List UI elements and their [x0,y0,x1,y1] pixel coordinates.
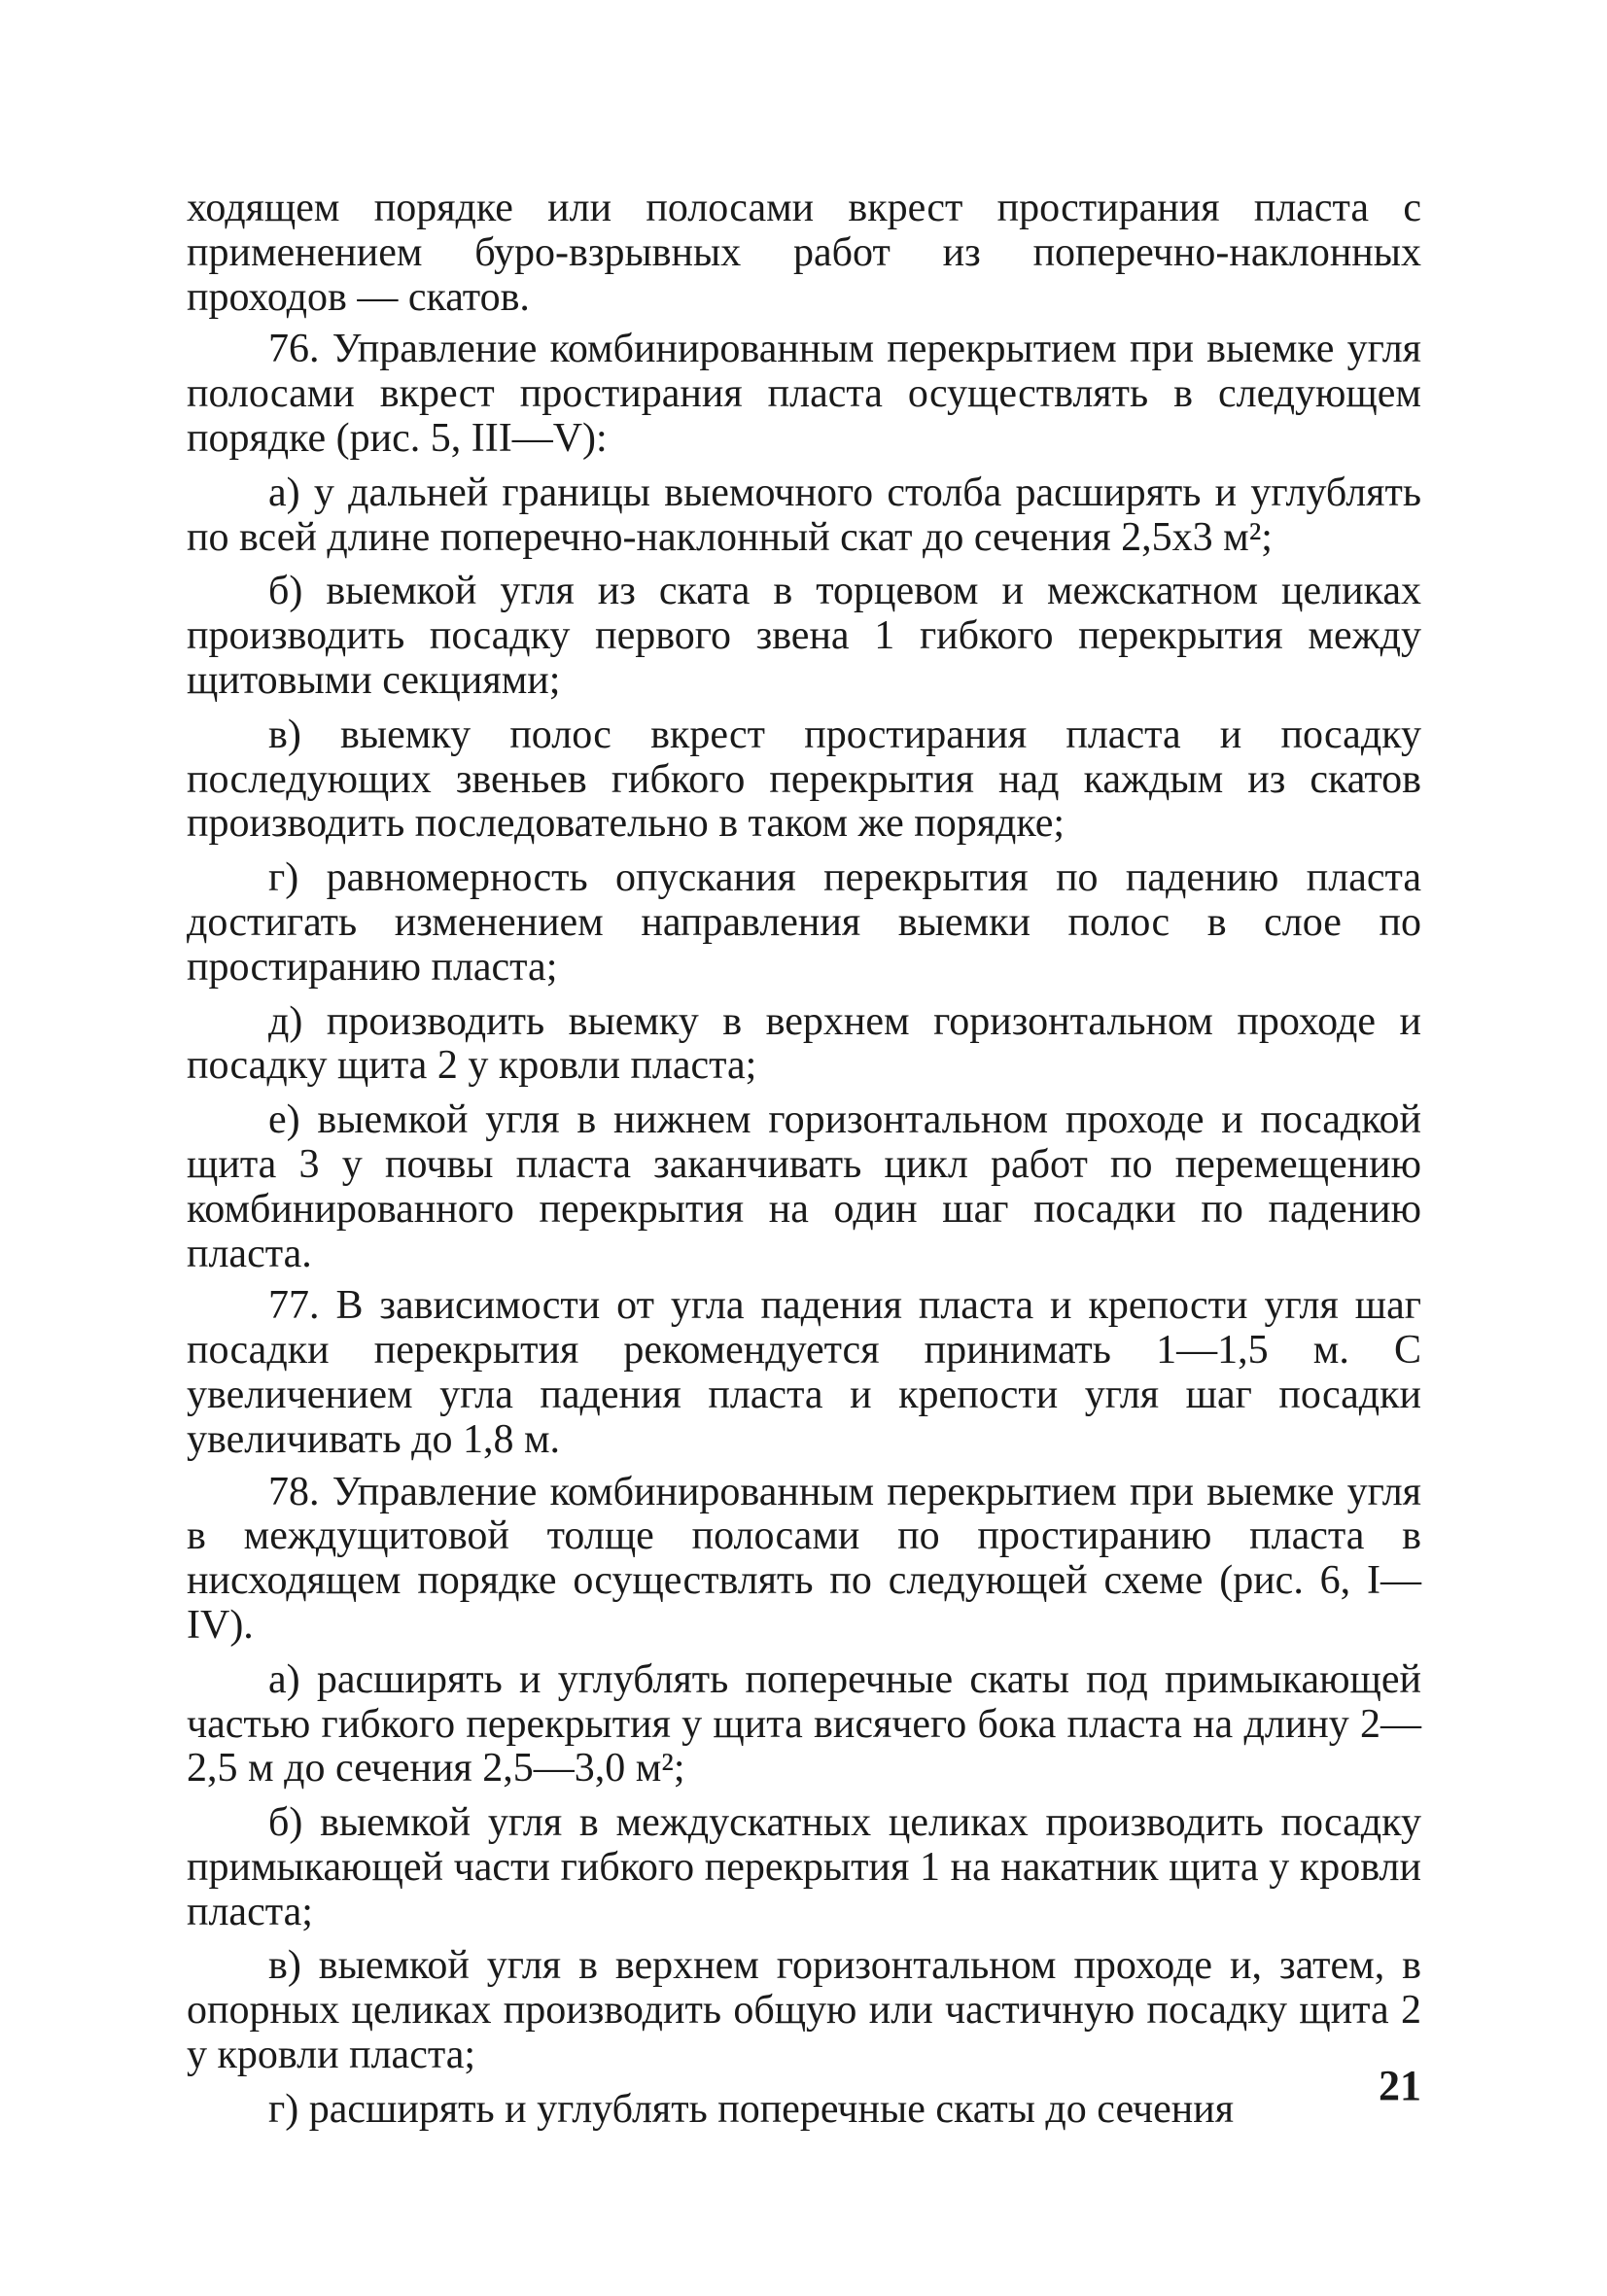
paragraph-76-g: г) равномерность опускания перекрытия по падению пласта достигать изменением направления выемки полос в слое по простиранию пласта; [187,855,1421,990]
paragraph-78: 78. Управление комбинированным перекрытием при выемке угля в междущитовой толще полосами по простиранию пласта в нисходящем порядке осуществлять по следующей схеме (рис. 6, I—IV). [187,1469,1421,1648]
paragraph-76-v: в) выемку полос вкрест простирания пласта и посадку последующих звеньев гибкого перекрытия над каждым из скатов производить последовательно в таком же порядке; [187,712,1421,847]
paragraph-77: 77. В зависимости от угла падения пласта и крепости угля шаг посадки перекрытия рекомендуется принимать 1—1,5 м. С увеличением угла падения пласта и крепости угля шаг посадки увеличивать до 1,8 м. [187,1283,1421,1462]
paragraph-76-a: а) у дальней границы выемочного столба расширять и углублять по всей длине поперечно-наклонный скат до сечения 2,5х3 м²; [187,470,1421,560]
document-page [187,187,1421,2247]
paragraph-continuation: ходящем порядке или полосами вкрест простирания пласта с применением буро-взрывных работ из поперечно-наклонных проходов — скатов. [187,186,1421,320]
paragraph-76-d: д) производить выемку в верхнем горизонтальном проходе и посадку щита 2 у кровли пласта; [187,998,1421,1089]
paragraph-76-e: е) выемкой угля в нижнем горизонтальном проходе и посадкой щита 3 у почвы пласта заканчивать цикл работ по перемещению комбинированного перекрытия на один шаг посадки по падению пласта. [187,1097,1421,1276]
paragraph-78-b: б) выемкой угля в междускатных целиках производить посадку примыкающей части гибкого перекрытия 1 на накатник щита у кровли пласта; [187,1800,1421,1934]
paragraph-76-b: б) выемкой угля из ската в торцевом и межскатном целиках производить посадку первого звена 1 гибкого перекрытия между щитовыми секциями; [187,569,1421,703]
paragraph-78-v: в) выемкой угля в верхнем горизонтальном проходе и, затем, в опорных целиках производить общую или частичную посадку щита 2 у кровли пласта; [187,1943,1421,2078]
paragraph-78-a: а) расширять и углублять поперечные скаты под примыкающей частью гибкого перекрытия у щита висячего бока пласта на длину 2—2,5 м до сечения 2,5—3,0 м²; [187,1656,1421,1792]
page-number: 21 [1379,2062,1421,2109]
paragraph-76: 76. Управление комбинированным перекрытием при выемке угля полосами вкрест простирания пласта осуществлять в следующем порядке (рис. 5, III—V): [187,327,1421,461]
paragraph-78-g: г) расширять и углублять поперечные скаты до сечения [268,2086,1235,2132]
